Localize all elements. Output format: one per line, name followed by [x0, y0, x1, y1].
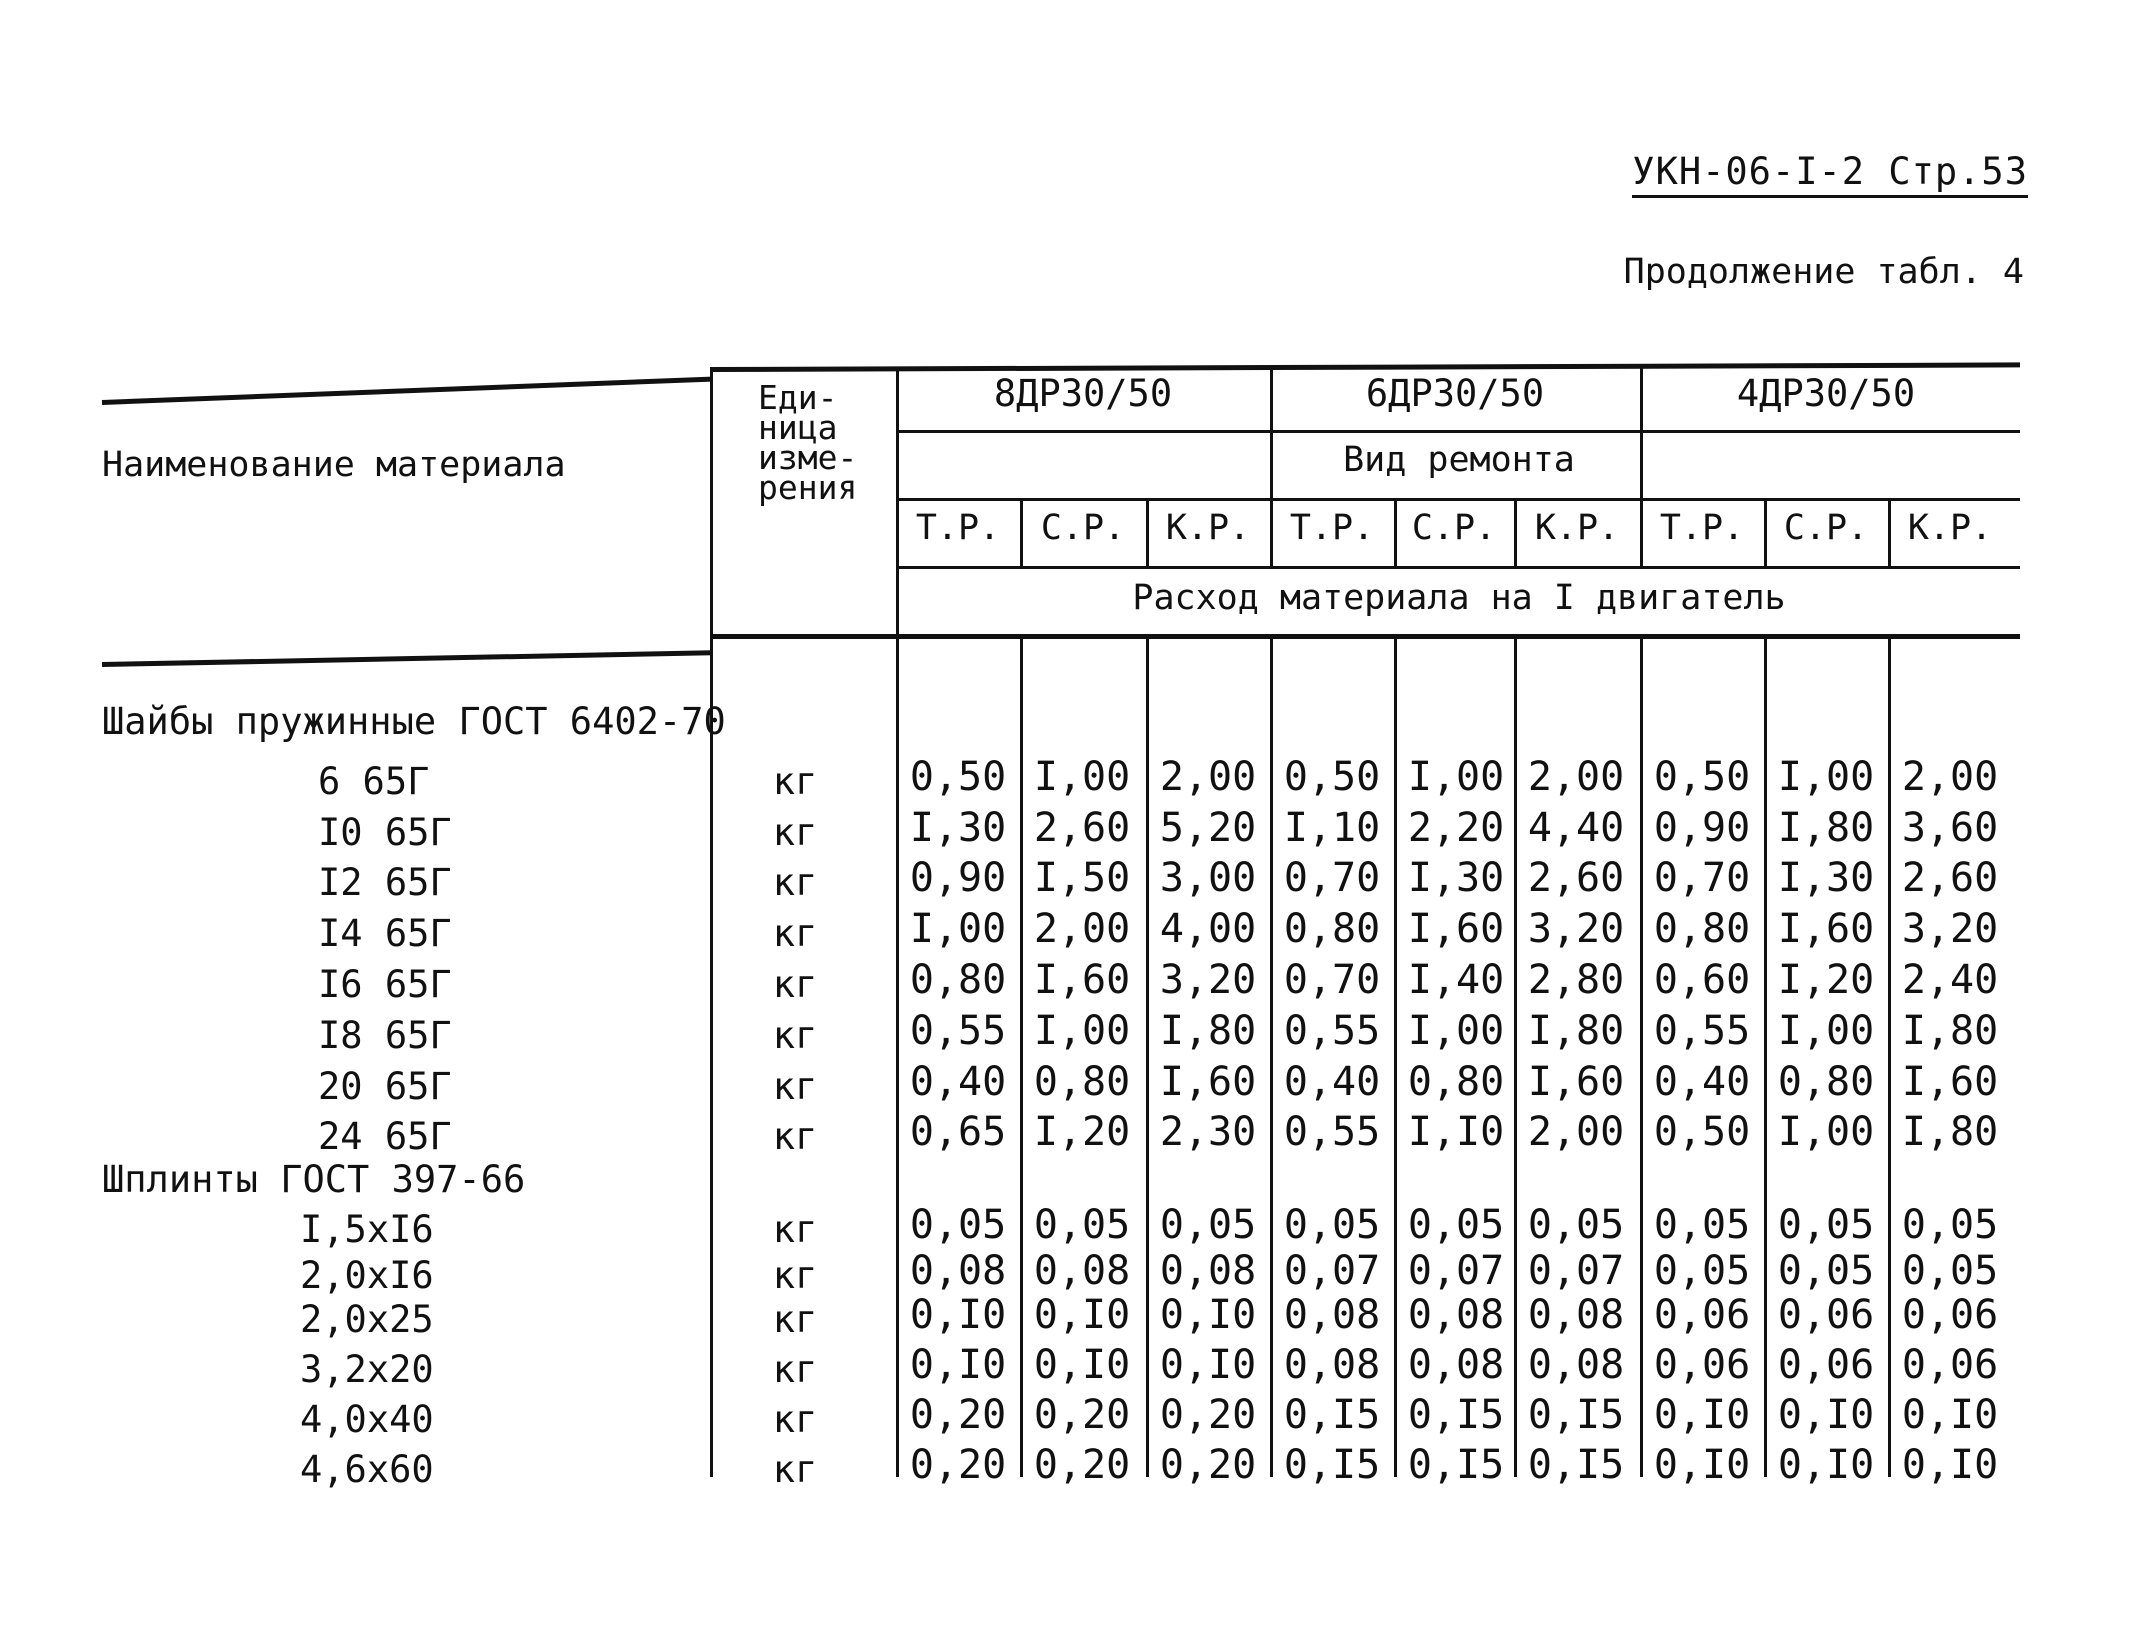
material-name: I6 65Г: [318, 963, 452, 1006]
material-name: 20 65Г: [318, 1065, 452, 1108]
value-cell: 0,I5: [1407, 1392, 1505, 1438]
value-cell: I,00: [1407, 1008, 1505, 1054]
value-cell: 0,06: [1777, 1292, 1875, 1338]
unit-cell: кг: [772, 912, 818, 955]
material-name: 2,0xI6: [300, 1254, 434, 1297]
value-cell: 0,05: [1527, 1202, 1625, 1248]
material-name: I0 65Г: [318, 811, 452, 854]
value-cell: 0,I5: [1283, 1442, 1381, 1488]
value-cell: 4,00: [1159, 906, 1257, 952]
material-name: I2 65Г: [318, 861, 452, 904]
material-name: 2,0x25: [300, 1298, 434, 1341]
repair-type-label: К.Р.: [1534, 508, 1620, 548]
table-top-rule-right: [712, 362, 2020, 372]
value-cell: 2,60: [1527, 855, 1625, 901]
value-cell: 0,I5: [1527, 1392, 1625, 1438]
value-cell: 0,20: [1159, 1442, 1257, 1488]
value-cell: 0,I0: [1033, 1292, 1131, 1338]
value-cell: I,80: [1777, 805, 1875, 851]
unit-cell: кг: [772, 760, 818, 803]
value-cell: 0,I0: [1033, 1342, 1131, 1388]
table-header-bottom-rule-left: [102, 650, 712, 667]
value-cell: 0,55: [1653, 1008, 1751, 1054]
value-cell: I,40: [1407, 957, 1505, 1003]
value-cell: 0,50: [1283, 754, 1381, 800]
table-header-bottom-rule-right: [712, 634, 2020, 639]
value-cell: 0,20: [909, 1442, 1007, 1488]
value-cell: I,20: [1777, 957, 1875, 1003]
unit-header: [758, 378, 858, 507]
engine-group-label: 8ДР30/50: [993, 372, 1173, 415]
value-cell: 0,55: [909, 1008, 1007, 1054]
value-cell: 0,40: [1653, 1059, 1751, 1105]
value-cell: I,80: [1901, 1008, 1999, 1054]
value-cell: 0,80: [909, 957, 1007, 1003]
repair-type-label: С.Р.: [1783, 508, 1869, 548]
value-cell: I,60: [1033, 957, 1131, 1003]
unit-cell: кг: [772, 963, 818, 1006]
value-cell: I,10: [1283, 805, 1381, 851]
material-name: 3,2x20: [300, 1348, 434, 1391]
value-cell: I,00: [1033, 1008, 1131, 1054]
value-cell: I,80: [1527, 1008, 1625, 1054]
value-cell: 0,08: [1033, 1248, 1131, 1294]
value-cell: 2,60: [1033, 805, 1131, 851]
material-name: I4 65Г: [318, 912, 452, 955]
value-cell: 0,05: [1777, 1202, 1875, 1248]
value-cell: 0,06: [1653, 1292, 1751, 1338]
value-cell: 0,70: [1283, 855, 1381, 901]
value-cell: 0,80: [1777, 1059, 1875, 1105]
value-cell: 0,08: [1159, 1248, 1257, 1294]
value-cell: I,80: [1901, 1109, 1999, 1155]
value-cell: 0,I0: [1653, 1442, 1751, 1488]
value-cell: 0,05: [1159, 1202, 1257, 1248]
value-cell: 0,80: [1653, 906, 1751, 952]
value-cell: 0,07: [1527, 1248, 1625, 1294]
repair-type-label: С.Р.: [1040, 508, 1126, 548]
unit-cell: кг: [772, 1208, 818, 1251]
value-cell: 0,05: [1777, 1248, 1875, 1294]
value-cell: I,60: [1777, 906, 1875, 952]
value-cell: I,30: [909, 805, 1007, 851]
value-cell: 0,55: [1283, 1109, 1381, 1155]
value-cell: 0,40: [1283, 1059, 1381, 1105]
value-cell: 0,80: [1407, 1059, 1505, 1105]
value-cell: 0,I0: [909, 1292, 1007, 1338]
value-cell: I,20: [1033, 1109, 1131, 1155]
value-cell: 0,05: [1653, 1248, 1751, 1294]
value-cell: 0,08: [1283, 1342, 1381, 1388]
value-cell: 0,I0: [1901, 1392, 1999, 1438]
value-cell: 0,20: [1159, 1392, 1257, 1438]
value-column-separator: [1394, 498, 1397, 566]
value-cell: 0,90: [909, 855, 1007, 901]
value-cell: 0,55: [1283, 1008, 1381, 1054]
consumption-header: Расход материала на I двигатель: [1132, 578, 1786, 618]
value-cell: 0,I0: [1159, 1292, 1257, 1338]
value-cell: 0,I0: [1901, 1442, 1999, 1488]
value-cell: 4,40: [1527, 805, 1625, 851]
value-cell: 2,60: [1901, 855, 1999, 901]
value-cell: 0,05: [1283, 1202, 1381, 1248]
value-column-separator: [1764, 498, 1767, 566]
unit-cell: кг: [772, 1115, 818, 1158]
value-cell: I,30: [1777, 855, 1875, 901]
value-column-separator: [1020, 498, 1023, 566]
value-cell: 0,I0: [1159, 1342, 1257, 1388]
material-name: I8 65Г: [318, 1014, 452, 1057]
value-cell: I,00: [1407, 754, 1505, 800]
value-column-separator: [1514, 498, 1517, 566]
value-cell: 0,I0: [1653, 1392, 1751, 1438]
value-cell: I,60: [1407, 906, 1505, 952]
unit-cell: кг: [772, 1014, 818, 1057]
value-cell: 0,65: [909, 1109, 1007, 1155]
value-cell: 0,20: [1033, 1442, 1131, 1488]
value-cell: 0,05: [1901, 1248, 1999, 1294]
value-cell: 2,00: [1527, 754, 1625, 800]
value-cell: 0,80: [1033, 1059, 1131, 1105]
value-cell: 0,I0: [1777, 1392, 1875, 1438]
value-cell: 0,70: [1653, 855, 1751, 901]
material-name: 6 65Г: [318, 760, 430, 803]
value-cell: 2,00: [1159, 754, 1257, 800]
value-cell: 0,08: [1527, 1342, 1625, 1388]
value-column-separator: [1270, 434, 1273, 566]
value-cell: I,30: [1407, 855, 1505, 901]
value-cell: 3,60: [1901, 805, 1999, 851]
value-cell: 0,50: [1653, 754, 1751, 800]
value-cell: 0,06: [1901, 1342, 1999, 1388]
repair-abbr-rule-bottom: [898, 566, 2020, 569]
table-continuation-label: Продолжение табл. 4: [1623, 252, 2024, 292]
value-column-separator: [1888, 498, 1891, 566]
value-cell: 0,08: [1283, 1292, 1381, 1338]
value-cell: I,00: [909, 906, 1007, 952]
repair-type-rule: [898, 430, 2020, 433]
material-name-header: Наименование материала: [102, 445, 566, 485]
material-name: 4,0x40: [300, 1398, 434, 1441]
unit-cell: кг: [772, 1448, 818, 1491]
value-cell: 0,40: [909, 1059, 1007, 1105]
value-cell: 5,20: [1159, 805, 1257, 851]
value-cell: 0,05: [909, 1202, 1007, 1248]
unit-header-line: ница: [758, 408, 838, 447]
section-title: Шплинты ГОСТ 397-66: [102, 1158, 526, 1201]
value-cell: 0,20: [909, 1392, 1007, 1438]
repair-type-label: Т.Р.: [915, 508, 1001, 548]
unit-header-line: Еди-: [758, 378, 838, 417]
value-column-separator: [1146, 498, 1149, 566]
value-cell: I,60: [1901, 1059, 1999, 1105]
unit-cell: кг: [772, 811, 818, 854]
value-cell: 2,00: [1527, 1109, 1625, 1155]
value-cell: 0,50: [1653, 1109, 1751, 1155]
unit-header-line: рения: [758, 468, 858, 507]
value-cell: I,50: [1033, 855, 1131, 901]
repair-type-label: К.Р.: [1907, 508, 1993, 548]
unit-cell: кг: [772, 1398, 818, 1441]
value-cell: I,80: [1159, 1008, 1257, 1054]
value-cell: 3,20: [1527, 906, 1625, 952]
value-cell: 0,08: [1407, 1342, 1505, 1388]
value-cell: 0,I0: [909, 1342, 1007, 1388]
value-cell: 3,20: [1901, 906, 1999, 952]
value-cell: 0,05: [1033, 1202, 1131, 1248]
value-cell: I,I0: [1407, 1109, 1505, 1155]
value-cell: 2,20: [1407, 805, 1505, 851]
value-cell: 0,70: [1283, 957, 1381, 1003]
unit-cell: кг: [772, 1298, 818, 1341]
unit-cell: кг: [772, 1065, 818, 1108]
value-cell: 3,20: [1159, 957, 1257, 1003]
value-cell: 2,30: [1159, 1109, 1257, 1155]
value-cell: 2,80: [1527, 957, 1625, 1003]
value-cell: 2,00: [1901, 754, 1999, 800]
value-cell: I,00: [1777, 1008, 1875, 1054]
name-unit-separator: [710, 367, 713, 1477]
value-cell: 3,00: [1159, 855, 1257, 901]
value-cell: I,00: [1033, 754, 1131, 800]
section-title: Шайбы пружинные ГОСТ 6402-70: [102, 700, 726, 743]
engine-group-label: 6ДР30/50: [1365, 372, 1545, 415]
value-cell: I,00: [1777, 754, 1875, 800]
unit-cell: кг: [772, 1254, 818, 1297]
engine-group-label: 4ДР30/50: [1736, 372, 1916, 415]
unit-cell: кг: [772, 1348, 818, 1391]
repair-type-label: К.Р.: [1165, 508, 1251, 548]
material-name: 24 65Г: [318, 1115, 452, 1158]
value-cell: 0,05: [1407, 1202, 1505, 1248]
material-name: I,5xI6: [300, 1208, 434, 1251]
value-cell: 0,I5: [1527, 1442, 1625, 1488]
value-cell: 0,60: [1653, 957, 1751, 1003]
table-top-rule-left: [102, 377, 712, 405]
value-cell: 0,06: [1777, 1342, 1875, 1388]
unit-cell: кг: [772, 861, 818, 904]
value-cell: I,00: [1777, 1109, 1875, 1155]
document-code: УКН-06-I-2 Стр.53: [1632, 150, 2028, 198]
repair-type-label: С.Р.: [1411, 508, 1497, 548]
value-cell: 0,20: [1033, 1392, 1131, 1438]
value-cell: 0,50: [909, 754, 1007, 800]
repair-type-label: Т.Р.: [1289, 508, 1375, 548]
value-cell: 2,40: [1901, 957, 1999, 1003]
value-cell: 2,00: [1033, 906, 1131, 952]
repair-abbr-rule-top: [898, 498, 2020, 501]
value-cell: 0,06: [1901, 1292, 1999, 1338]
value-cell: 0,05: [1901, 1202, 1999, 1248]
value-cell: 0,06: [1653, 1342, 1751, 1388]
unit-header-line: изме-: [758, 438, 858, 477]
value-cell: 0,I5: [1283, 1392, 1381, 1438]
value-cell: I,60: [1159, 1059, 1257, 1105]
value-cell: 0,90: [1653, 805, 1751, 851]
value-cell: 0,I0: [1777, 1442, 1875, 1488]
value-cell: 0,07: [1283, 1248, 1381, 1294]
value-cell: 0,05: [1653, 1202, 1751, 1248]
value-cell: 0,07: [1407, 1248, 1505, 1294]
value-cell: 0,I5: [1407, 1442, 1505, 1488]
value-cell: 0,08: [909, 1248, 1007, 1294]
repair-type-label: Т.Р.: [1659, 508, 1745, 548]
value-cell: 0,80: [1283, 906, 1381, 952]
material-name: 4,6x60: [300, 1448, 434, 1491]
value-cell: 0,08: [1527, 1292, 1625, 1338]
value-cell: I,60: [1527, 1059, 1625, 1105]
value-column-separator: [1640, 434, 1643, 566]
repair-type-header: Вид ремонта: [1343, 440, 1575, 480]
value-cell: 0,08: [1407, 1292, 1505, 1338]
